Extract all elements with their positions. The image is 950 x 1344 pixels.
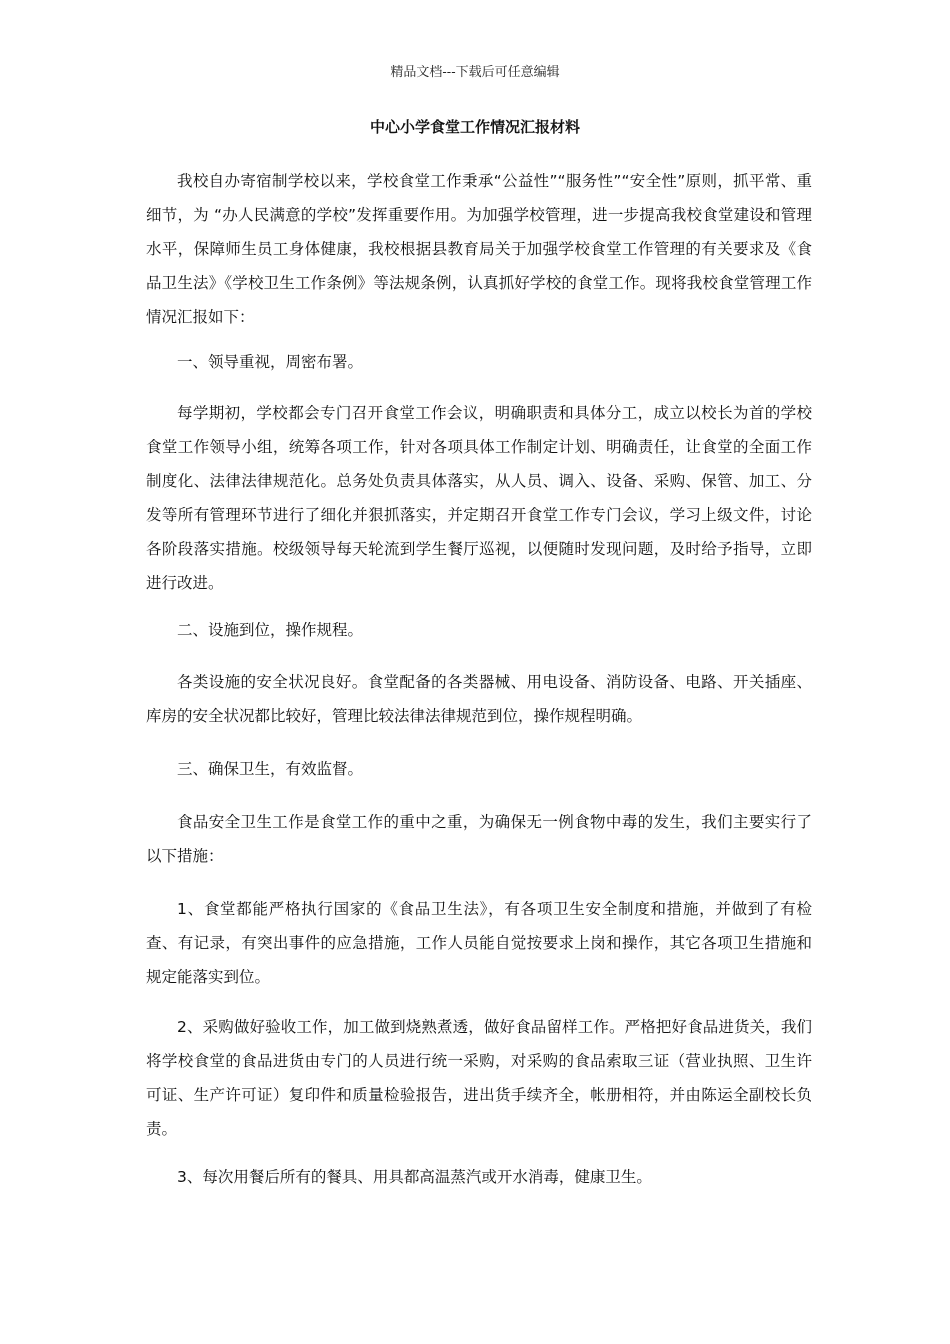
intro-paragraph: 我校自办寄宿制学校以来，学校食堂工作秉承“公益性”“服务性”“安全性”原则，抓平常、重细节，为 “办人民满意的学校”发挥重要作用。为加强学校管理，进一步提高我校食堂建设和管理水平，保障师生员工身体健康，我校根据县教育局关于加强学校食堂工作管理的有关要求及《食品卫生法》《学校卫生工作条例》等法规条例，认真抓好学校的食堂工作。现将我校食堂管理工作情况汇报如下： — [146, 172, 812, 326]
section-heading-2: 二、设施到位，操作规程。 — [177, 621, 364, 639]
section-heading-1: 一、领导重视，周密布署。 — [177, 353, 364, 371]
measure-item-2: 2、采购做好验收工作，加工做到烧熟煮透，做好食品留样工作。严格把好食品进货关，我们将学校食堂的食品进货由专门的人员进行统一采购，对采购的食品索取三证（营业执照、卫生许可证、生产许可证）复印件和质量检验报告，进出货手续齐全，帐册相符，并由陈运全副校长负责。 — [146, 1018, 812, 1138]
section-1-paragraph: 每学期初，学校都会专门召开食堂工作会议，明确职责和具体分工，成立以校长为首的学校食堂工作领导小组，统筹各项工作，针对各项具体工作制定计划、明确责任，让食堂的全面工作制度化、法律法律规范化。总务处负责具体落实，从人员、调入、设备、采购、保管、加工、分发等所有管理环节进行了细化并狠抓落实，并定期召开食堂工作专门会议，学习上级文件，讨论各阶段落实措施。校级领导每天轮流到学生餐厅巡视，以便随时发现问题，及时给予指导，立即进行改进。 — [146, 404, 812, 592]
section-3-paragraph: 食品安全卫生工作是食堂工作的重中之重，为确保无一例食物中毒的发生，我们主要实行了以下措施： — [146, 813, 812, 865]
section-heading-3: 三、确保卫生，有效监督。 — [177, 760, 364, 778]
measure-item-3: 3、每次用餐后所有的餐具、用具都高温蒸汽或开水消毒，健康卫生。 — [177, 1168, 652, 1186]
document-title: 中心小学食堂工作情况汇报材料 — [369, 118, 580, 136]
section-2-paragraph: 各类设施的安全状况良好。食堂配备的各类器械、用电设备、消防设备、电路、开关插座、库房的安全状况都比较好，管理比较法律法律规范到位，操作规程明确。 — [146, 673, 812, 725]
measure-item-1: 1、食堂都能严格执行国家的《食品卫生法》，有各项卫生安全制度和措施，并做到了有检查、有记录，有突出事件的应急措施，工作人员能自觉按要求上岗和操作，其它各项卫生措施和规定能落实到位。 — [146, 900, 812, 986]
page-header: 精品文档---下载后可任意编辑 — [390, 65, 560, 80]
